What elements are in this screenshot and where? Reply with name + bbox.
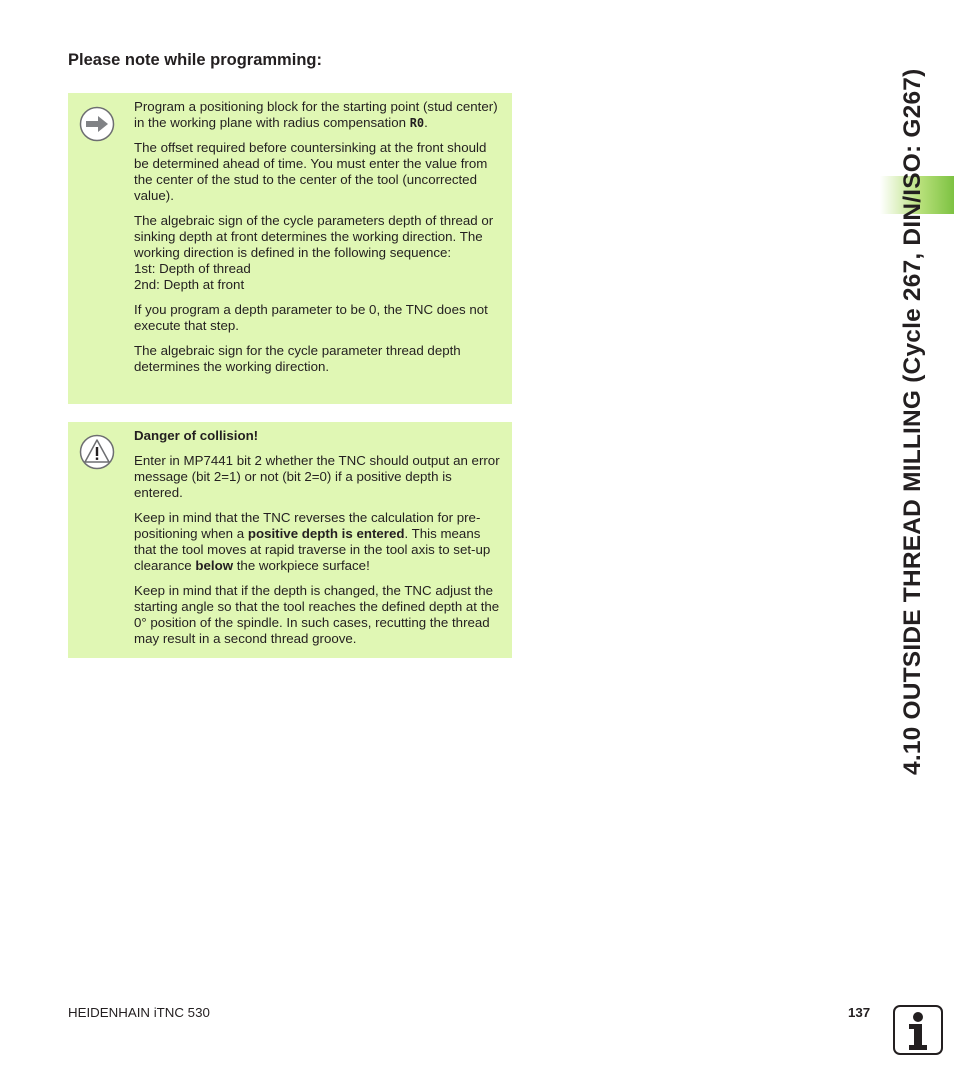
note-box — [68, 93, 512, 404]
warning-title — [134, 428, 504, 444]
note-text: 2nd: Depth at front — [134, 277, 245, 292]
warning-text: . This means that the tool moves at rapid traverse in the tool axis to set-up clearance — [134, 526, 491, 573]
warning-triangle-icon — [79, 434, 115, 470]
section-heading: Please note while programming: — [68, 51, 322, 69]
note-paragraph-3 — [134, 213, 504, 293]
note-text-end: . — [424, 115, 428, 130]
footer-product: HEIDENHAIN iTNC 530 — [68, 1005, 210, 1020]
warning-paragraph-2 — [134, 510, 504, 574]
note-text: Program a positioning block for the starting point (stud center) in the working plane with radius compensation — [134, 99, 498, 130]
info-icon — [893, 1005, 943, 1055]
page-number: 137 — [848, 1005, 871, 1020]
code-r0: R0 — [409, 116, 425, 130]
warning-box — [68, 422, 512, 658]
note-paragraph-1 — [134, 99, 504, 131]
warning-title-text: Danger of collision! — [134, 428, 259, 443]
warning-emphasis: positive depth is entered — [247, 526, 405, 541]
note-paragraph-2: The offset required before countersinking at the front should be determined ahead of time. You must enter the value from the center of the stud to the center of the tool (uncorrected value). — [134, 140, 488, 203]
warning-text: Keep in mind that the TNC reverses the calculation for pre-positioning when a — [134, 510, 481, 541]
warning-text: the workpiece surface! — [233, 558, 370, 573]
warning-paragraph-1: Enter in MP7441 bit 2 whether the TNC should output an error message (bit 2=1) or not (bit 2=0) if a positive depth is entered. — [134, 453, 500, 500]
warning-paragraph-3: Keep in mind that if the depth is changed, the TNC adjust the starting angle so that the tool reaches the defined depth at the 0° position of the spindle. In such cases, recutting the thread may result in a second thread groove. — [134, 583, 500, 646]
note-paragraph-5: The algebraic sign for the cycle parameter thread depth determines the working direction. — [134, 343, 461, 374]
note-text: 1st: Depth of thread — [134, 261, 251, 276]
note-paragraph-4: If you program a depth parameter to be 0, the TNC does not execute that step. — [134, 302, 488, 333]
side-chapter-title: 4.10 OUTSIDE THREAD MILLING (Cycle 267, DIN/ISO: G267) — [899, 68, 926, 775]
note-text: The algebraic sign of the cycle parameters depth of thread or sinking depth at front determines the working direction. The working direction is defined in the following sequence: — [134, 213, 494, 260]
arrow-right-icon — [79, 106, 115, 142]
warning-emphasis: below — [195, 558, 234, 573]
